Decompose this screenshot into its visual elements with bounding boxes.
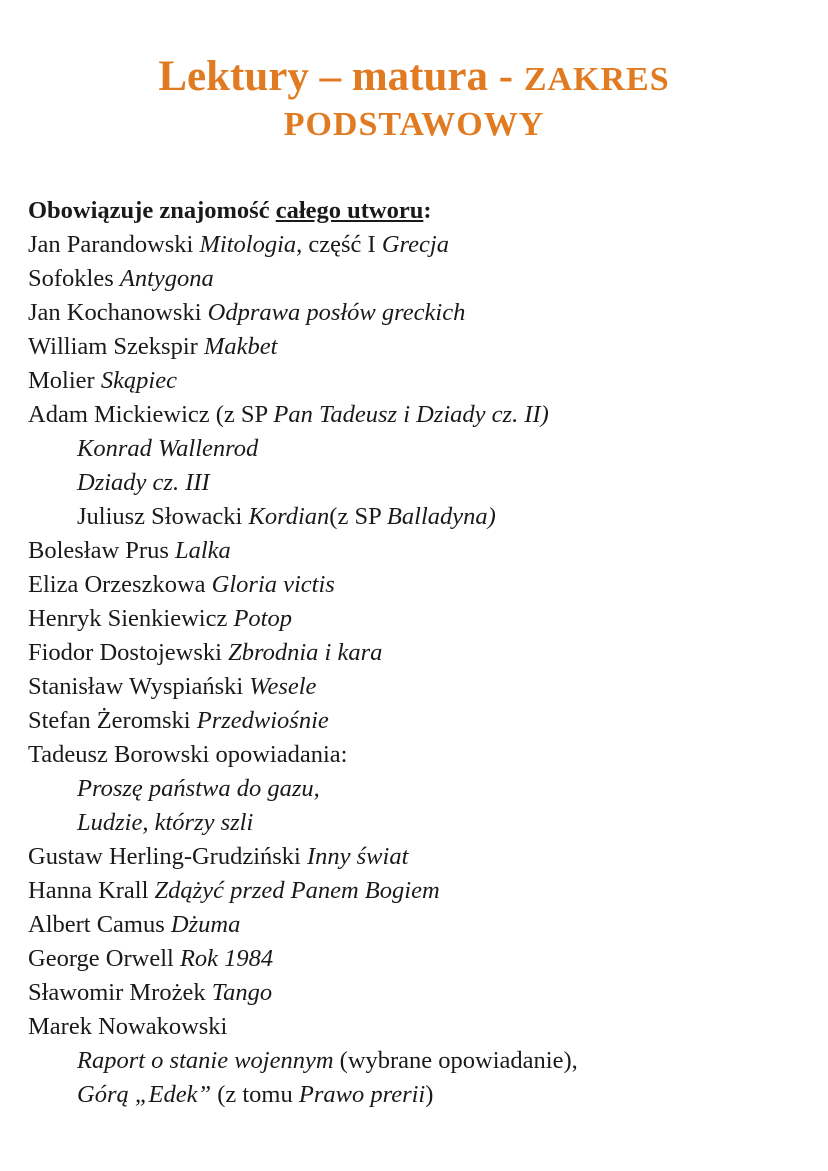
list-item: Tadeusz Borowski opowiadania: (28, 741, 348, 768)
list-item: Fiodor Dostojewski Zbrodnia i kara (28, 639, 383, 666)
list-item: Stefan Żeromski Przedwiośnie (28, 707, 329, 734)
list-item: Marek Nowakowski (28, 1013, 228, 1040)
list-item: Sławomir Mrożek Tango (28, 979, 273, 1006)
list-item: Albert Camus Dżuma (28, 911, 241, 938)
list-item: Gustaw Herling-Grudziński Inny świat (28, 843, 409, 870)
list-item: Ludzie, którzy szli (77, 809, 254, 836)
list-item: George Orwell Rok 1984 (28, 945, 274, 972)
list-item: Sofokles Antygona (28, 265, 214, 292)
title-line2: PODSTAWOWY (283, 105, 545, 143)
list-item: William Szekspir Makbet (28, 333, 278, 360)
list-item: Henryk Sienkiewicz Potop (28, 605, 292, 632)
reading-list (28, 194, 808, 1112)
list-item: Jan Parandowski Mitologia, część I Grecja (28, 231, 449, 258)
list-item: Bolesław Prus Lalka (28, 537, 231, 564)
heading-underlined: całego utworu (275, 197, 424, 224)
list-item: Dziady cz. III (77, 469, 210, 496)
list-item: Hanna Krall Zdążyć przed Panem Bogiem (28, 877, 440, 904)
list-item: Proszę państwa do gazu, (77, 775, 320, 802)
list-item: Molier Skąpiec (28, 367, 177, 394)
list-item: Juliusz Słowacki Kordian(z SP Balladyna) (77, 503, 496, 530)
list-item: Jan Kochanowski Odprawa posłów greckich (28, 299, 466, 326)
list-item: Adam Mickiewicz (z SP Pan Tadeusz i Dziady cz. II) (28, 401, 549, 428)
list-item: Raport o stanie wojennym (wybrane opowiadanie), (77, 1047, 578, 1074)
title-range: ZAKRES (523, 61, 670, 98)
list-item: Eliza Orzeszkowa Gloria victis (28, 571, 335, 598)
list-item: Stanisław Wyspiański Wesele (28, 673, 317, 700)
page-title (0, 52, 828, 145)
list-heading: Obowiązuje znajomość całego utworu: (28, 197, 432, 224)
list-item: Konrad Wallenrod (77, 435, 259, 462)
title-main: Lektury – matura - (158, 53, 524, 100)
list-item: Górą „Edek” (z tomu Prawo prerii) (77, 1081, 434, 1108)
